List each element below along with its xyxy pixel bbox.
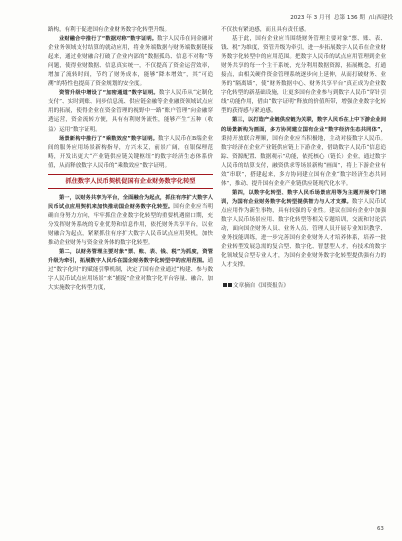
paragraph [48,248,213,293]
right-column [221,26,386,291]
paragraph-body: 通过“数字化时”的赋能引擎机制，决定了国有企业通过“构建、参与数字人民币试点应用场景”来“捕捉”企业对数字化平台容量、融合，加大实施数字化转型力度， [48,258,213,292]
paragraph [48,135,213,171]
paragraph-lead: 第二，以财务管理主要对象“票、账、表、钱、税”为抓度，资管升级为牵引，拓展数字人民币在国企财务数字化转型中的应用范围。 [48,249,213,265]
paragraph [221,116,386,188]
section-title: 抓住数字人民币契机促国有企业财务数字化转型 [48,174,213,189]
paragraph: 基于此，国有企业应当围绕财务管理主要对象“票、账、表、钱、税”为维度，资管升级为牵引，进一步拓展数字人民币在企业财务数字化转型中的应用范围。把数字人民币的试点应用管理到企业财务共享的每一个主干系统，充分利用数据资源，拓展概念，打通接点，由相关硬件资金管理系统逐步向上延伸，从而打破财务、业务的“隔离墙”，使“财务数据中心、财务共享平台”真正成为企业数字化转型的新基础设施，让更多国有企业参与到数字人民币“穿针引线”功能作用，借由“数字证明”释放的价值所带，增强企业数字化转型的获得感与紧迫感。 [221,36,386,115]
paragraph [48,89,213,134]
paragraph-body: 数字人民币从“定制化支付”、实时到账、同步信息流、供应链金融等企业融资领域试点应用的拓展，使得企业在资金管理的视野中一路“账户管理”向金融穿透运营，资金流转方便，具有有利财务流性，能够产生“五种（收益）运用”数字证明。 [48,90,213,133]
paragraph-body: 数字人民币试点应用作为新生事物，具有较强的专业性。建议在国有企业中加强数字人民币场景应用、数字化转型等相关专题培训，交流和讨论活动，面向国企财务人员、业务人员、管理人员开展专业知识教学、业务技能训练，进一步完善国有企业财务人才培养体系，培养一批企业转型发展急需的复合型、数字化、智慧型人才，有技术的数字化领域复合型专业人才，为国有企业财务数字化转型提供强有力的人才支撑。 [221,198,386,269]
paragraph-body: 数字人民币在B端企业间的服务应用场景新构指导，方兴未艾，前景广阔，在银保理范畴，开发出更大“产业链供应链关键枢纽”的数字经济生态体系价值，从而释放数字人民币的“乘数效应”数字证明。 [48,135,214,169]
paragraph-lead: 第四，以数字化转型、数字人民币场景应用等为主题开展专门培训，为国有企业财务数字化转型提供智力与人才支撑。 [221,189,386,205]
paragraph [48,194,213,248]
paragraph-body: 数字人民币在同金融对企业务领域支付结算的就动应用，将业务端数据与财务端数据链接起来，通过业财融合打破了企业内部的“数据孤岛、信息不对称”等问题，使得业财数据、信息真实统一，不仅提高了资金运营效率，增加了流转时间，节约了财务成本，能够“降本增效”，其“可追溯”的特性也提高了资金规划的安全度。 [48,36,214,88]
paragraph [48,35,213,89]
left-column [48,26,213,293]
paragraph-lead: 业财融合中推行了“数据对称”数字证明。 [59,36,158,43]
paragraph: 不仅扶有紧迫感，而且具有责任感。 [221,27,310,33]
issue-number: 总第 136 期 [333,15,365,21]
bullet-square-icon [228,283,232,287]
article-source [221,282,386,291]
journal-name: /山西建投 [368,15,393,21]
source-text: 文章摘自《国资报告》 [233,283,289,290]
paragraph-lead: 第一，以财务共享为平台，全面融合为起点，抓住有序扩大数字人民币试点应用契机来加快推动国企财务数字化转型。 [48,194,213,210]
paragraph [221,189,386,270]
issue-date: 2023 年 3 月刊 [290,15,331,21]
paragraph-lead: 场景新构中推行了“乘数效应”数字证明。 [59,135,159,142]
paragraph-body: 秉持开放联合理顺，国有企业应当积极地，主动对接数字人民币。数字经济在企业产业链供应链上下游企业，借助数字人民币“信息追踪、资源配置、数据观示”功能，依托核心（链长）企业，通过数字人民币的结算支付，融资供求等场景新构“画面”，将上下游企业有效“串联”，搭建起来，多方协同建立国有企业“数字经济生态共同体”，推动、提升国有企业产业链供应链现代化水平。 [221,135,386,187]
paragraph-body: 国有企业应当明确自身努力方向，牢牢抓住企业数字化转型的重要机遇窗口期，充分发挥财务系统的专业优势和信息作用，依托财务共享平台，以业财融合为起点，紧紧抓住有序扩大数字人民币试点应用契机，加快推动企业财务与资金业务体的数字化转型。 [48,203,213,247]
page-number: 63 [377,526,384,532]
bullet-square-icon [223,283,227,287]
page-header [258,13,393,23]
paragraph: 路构，有利于促进国有企业财务数字化转型升级。 [48,27,171,33]
paragraph-lead: 第三，以打造产业链供应链为关联，数字人民币在上中下游企业间的场景新构为画面，多方协同建立国有企业“数字经济生态共同体”， [221,117,386,133]
paragraph-lead: 资管升级中增设了“加密通道”数字证明。 [59,90,159,97]
